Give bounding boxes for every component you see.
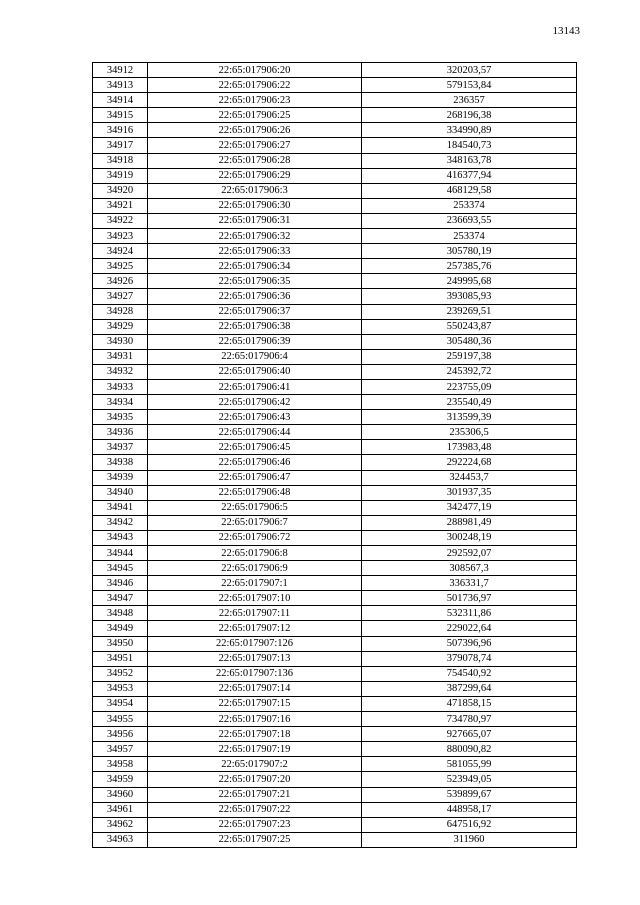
page-number: 13143 — [552, 25, 580, 37]
table-row — [93, 259, 577, 274]
cadastral-number-cell: 22:65:017906:4 — [148, 349, 362, 364]
cadastral-number-cell: 22:65:017906:43 — [148, 410, 362, 425]
data-table — [92, 62, 577, 848]
row-number-cell: 34929 — [93, 319, 148, 334]
cadastral-number-cell: 22:65:017907:126 — [148, 636, 362, 651]
value-cell: 235306,5 — [362, 425, 577, 440]
value-cell: 334990,89 — [362, 123, 577, 138]
table-row — [93, 832, 577, 847]
row-number-cell: 34934 — [93, 395, 148, 410]
value-cell: 257385,76 — [362, 259, 577, 274]
row-number-cell: 34947 — [93, 591, 148, 606]
cadastral-number-cell: 22:65:017906:27 — [148, 138, 362, 153]
row-number-cell: 34956 — [93, 727, 148, 742]
cadastral-number-cell: 22:65:017906:5 — [148, 500, 362, 515]
table-row — [93, 364, 577, 379]
row-number-cell: 34945 — [93, 561, 148, 576]
cadastral-number-cell: 22:65:017906:32 — [148, 229, 362, 244]
value-cell: 754540,92 — [362, 666, 577, 681]
row-number-cell: 34932 — [93, 364, 148, 379]
value-cell: 348163,78 — [362, 153, 577, 168]
value-cell: 342477,19 — [362, 500, 577, 515]
value-cell: 532311,86 — [362, 606, 577, 621]
row-number-cell: 34957 — [93, 742, 148, 757]
value-cell: 579153,84 — [362, 78, 577, 93]
table-row — [93, 636, 577, 651]
row-number-cell: 34959 — [93, 772, 148, 787]
cadastral-number-cell: 22:65:017907:22 — [148, 802, 362, 817]
cadastral-number-cell: 22:65:017906:47 — [148, 470, 362, 485]
row-number-cell: 34923 — [93, 229, 148, 244]
row-number-cell: 34958 — [93, 757, 148, 772]
value-cell: 236357 — [362, 93, 577, 108]
value-cell: 184540,73 — [362, 138, 577, 153]
row-number-cell: 34926 — [93, 274, 148, 289]
row-number-cell: 34962 — [93, 817, 148, 832]
row-number-cell: 34922 — [93, 213, 148, 228]
row-number-cell: 34931 — [93, 349, 148, 364]
cadastral-number-cell: 22:65:017907:15 — [148, 696, 362, 711]
value-cell: 581055,99 — [362, 757, 577, 772]
table-row — [93, 168, 577, 183]
row-number-cell: 34944 — [93, 546, 148, 561]
table-row — [93, 379, 577, 394]
table-row — [93, 183, 577, 198]
table-row — [93, 772, 577, 787]
table-row — [93, 425, 577, 440]
cadastral-number-cell: 22:65:017906:23 — [148, 93, 362, 108]
cadastral-number-cell: 22:65:017907:23 — [148, 817, 362, 832]
value-cell: 245392,72 — [362, 364, 577, 379]
row-number-cell: 34942 — [93, 515, 148, 530]
value-cell: 507396,96 — [362, 636, 577, 651]
table-row — [93, 334, 577, 349]
value-cell: 471858,15 — [362, 696, 577, 711]
table-row — [93, 696, 577, 711]
table-row — [93, 546, 577, 561]
cadastral-number-cell: 22:65:017906:40 — [148, 364, 362, 379]
value-cell: 301937,35 — [362, 485, 577, 500]
table-row — [93, 515, 577, 530]
row-number-cell: 34946 — [93, 576, 148, 591]
value-cell: 523949,05 — [362, 772, 577, 787]
value-cell: 416377,94 — [362, 168, 577, 183]
value-cell: 236693,55 — [362, 213, 577, 228]
row-number-cell: 34951 — [93, 651, 148, 666]
cadastral-number-cell: 22:65:017907:25 — [148, 832, 362, 847]
table-row — [93, 138, 577, 153]
cadastral-number-cell: 22:65:017906:37 — [148, 304, 362, 319]
value-cell: 501736,97 — [362, 591, 577, 606]
table-row — [93, 198, 577, 213]
cadastral-number-cell: 22:65:017906:31 — [148, 213, 362, 228]
cadastral-number-cell: 22:65:017907:14 — [148, 681, 362, 696]
row-number-cell: 34919 — [93, 168, 148, 183]
cadastral-number-cell: 22:65:017906:33 — [148, 244, 362, 259]
table-row — [93, 576, 577, 591]
cadastral-number-cell: 22:65:017906:22 — [148, 78, 362, 93]
row-number-cell: 34950 — [93, 636, 148, 651]
cadastral-number-cell: 22:65:017906:35 — [148, 274, 362, 289]
row-number-cell: 34938 — [93, 455, 148, 470]
cadastral-number-cell: 22:65:017907:18 — [148, 727, 362, 742]
cadastral-number-cell: 22:65:017907:10 — [148, 591, 362, 606]
table-row — [93, 93, 577, 108]
cadastral-number-cell: 22:65:017906:46 — [148, 455, 362, 470]
row-number-cell: 34949 — [93, 621, 148, 636]
value-cell: 468129,58 — [362, 183, 577, 198]
row-number-cell: 34925 — [93, 259, 148, 274]
table-row — [93, 455, 577, 470]
cadastral-number-cell: 22:65:017907:19 — [148, 742, 362, 757]
row-number-cell: 34963 — [93, 832, 148, 847]
table-row — [93, 742, 577, 757]
cadastral-number-cell: 22:65:017907:1 — [148, 576, 362, 591]
table-row — [93, 244, 577, 259]
value-cell: 268196,38 — [362, 108, 577, 123]
cadastral-number-cell: 22:65:017906:41 — [148, 379, 362, 394]
row-number-cell: 34937 — [93, 440, 148, 455]
value-cell: 393085,93 — [362, 289, 577, 304]
table-row — [93, 757, 577, 772]
value-cell: 313599,39 — [362, 410, 577, 425]
value-cell: 305780,19 — [362, 244, 577, 259]
row-number-cell: 34948 — [93, 606, 148, 621]
value-cell: 300248,19 — [362, 530, 577, 545]
row-number-cell: 34943 — [93, 530, 148, 545]
table-row — [93, 561, 577, 576]
value-cell: 539899,67 — [362, 787, 577, 802]
value-cell: 550243,87 — [362, 319, 577, 334]
cadastral-number-cell: 22:65:017906:28 — [148, 153, 362, 168]
cadastral-number-cell: 22:65:017907:136 — [148, 666, 362, 681]
row-number-cell: 34924 — [93, 244, 148, 259]
cadastral-number-cell: 22:65:017906:29 — [148, 168, 362, 183]
row-number-cell: 34940 — [93, 485, 148, 500]
row-number-cell: 34930 — [93, 334, 148, 349]
table-row — [93, 123, 577, 138]
cadastral-number-cell: 22:65:017907:21 — [148, 787, 362, 802]
row-number-cell: 34920 — [93, 183, 148, 198]
row-number-cell: 34914 — [93, 93, 148, 108]
cadastral-number-cell: 22:65:017906:48 — [148, 485, 362, 500]
row-number-cell: 34960 — [93, 787, 148, 802]
cadastral-number-cell: 22:65:017906:45 — [148, 440, 362, 455]
table-row — [93, 213, 577, 228]
table-row — [93, 530, 577, 545]
row-number-cell: 34933 — [93, 379, 148, 394]
cadastral-number-cell: 22:65:017907:13 — [148, 651, 362, 666]
value-cell: 308567,3 — [362, 561, 577, 576]
table-row — [93, 319, 577, 334]
table-row — [93, 63, 577, 78]
row-number-cell: 34916 — [93, 123, 148, 138]
value-cell: 235540,49 — [362, 395, 577, 410]
table-row — [93, 304, 577, 319]
row-number-cell: 34961 — [93, 802, 148, 817]
value-cell: 880090,82 — [362, 742, 577, 757]
row-number-cell: 34921 — [93, 198, 148, 213]
row-number-cell: 34913 — [93, 78, 148, 93]
value-cell: 259197,38 — [362, 349, 577, 364]
row-number-cell: 34928 — [93, 304, 148, 319]
cadastral-number-cell: 22:65:017906:3 — [148, 183, 362, 198]
table-row — [93, 727, 577, 742]
cadastral-number-cell: 22:65:017907:20 — [148, 772, 362, 787]
value-cell: 387299,64 — [362, 681, 577, 696]
row-number-cell: 34927 — [93, 289, 148, 304]
table-row — [93, 681, 577, 696]
table-row — [93, 78, 577, 93]
table-row — [93, 802, 577, 817]
value-cell: 448958,17 — [362, 802, 577, 817]
cadastral-number-cell: 22:65:017906:8 — [148, 546, 362, 561]
table-row — [93, 395, 577, 410]
table-body — [93, 63, 577, 848]
table-row — [93, 817, 577, 832]
row-number-cell: 34915 — [93, 108, 148, 123]
value-cell: 305480,36 — [362, 334, 577, 349]
row-number-cell: 34912 — [93, 63, 148, 78]
table-row — [93, 666, 577, 681]
cadastral-number-cell: 22:65:017906:38 — [148, 319, 362, 334]
value-cell: 927665,07 — [362, 727, 577, 742]
row-number-cell: 34952 — [93, 666, 148, 681]
value-cell: 647516,92 — [362, 817, 577, 832]
row-number-cell: 34918 — [93, 153, 148, 168]
table-row — [93, 153, 577, 168]
cadastral-number-cell: 22:65:017907:11 — [148, 606, 362, 621]
cadastral-number-cell: 22:65:017906:20 — [148, 63, 362, 78]
value-cell: 311960 — [362, 832, 577, 847]
table-row — [93, 621, 577, 636]
value-cell: 239269,51 — [362, 304, 577, 319]
table-row — [93, 787, 577, 802]
value-cell: 173983,48 — [362, 440, 577, 455]
cadastral-number-cell: 22:65:017906:39 — [148, 334, 362, 349]
value-cell: 320203,57 — [362, 63, 577, 78]
cadastral-number-cell: 22:65:017906:34 — [148, 259, 362, 274]
cadastral-number-cell: 22:65:017907:12 — [148, 621, 362, 636]
cadastral-number-cell: 22:65:017906:72 — [148, 530, 362, 545]
cadastral-number-cell: 22:65:017906:25 — [148, 108, 362, 123]
table-row — [93, 229, 577, 244]
table-row — [93, 500, 577, 515]
table-row — [93, 274, 577, 289]
cadastral-number-cell: 22:65:017906:30 — [148, 198, 362, 213]
table-row — [93, 108, 577, 123]
row-number-cell: 34917 — [93, 138, 148, 153]
table-row — [93, 591, 577, 606]
table-row — [93, 712, 577, 727]
value-cell: 324453,7 — [362, 470, 577, 485]
row-number-cell: 34954 — [93, 696, 148, 711]
value-cell: 223755,09 — [362, 379, 577, 394]
table-row — [93, 485, 577, 500]
row-number-cell: 34936 — [93, 425, 148, 440]
table-row — [93, 410, 577, 425]
value-cell: 292592,07 — [362, 546, 577, 561]
cadastral-number-cell: 22:65:017907:16 — [148, 712, 362, 727]
table-row — [93, 606, 577, 621]
value-cell: 379078,74 — [362, 651, 577, 666]
table-row — [93, 349, 577, 364]
row-number-cell: 34935 — [93, 410, 148, 425]
cadastral-number-cell: 22:65:017906:9 — [148, 561, 362, 576]
cadastral-number-cell: 22:65:017906:7 — [148, 515, 362, 530]
value-cell: 288981,49 — [362, 515, 577, 530]
value-cell: 253374 — [362, 229, 577, 244]
row-number-cell: 34941 — [93, 500, 148, 515]
table-row — [93, 470, 577, 485]
row-number-cell: 34939 — [93, 470, 148, 485]
value-cell: 734780,97 — [362, 712, 577, 727]
value-cell: 229022,64 — [362, 621, 577, 636]
cadastral-number-cell: 22:65:017906:44 — [148, 425, 362, 440]
cadastral-number-cell: 22:65:017906:26 — [148, 123, 362, 138]
row-number-cell: 34955 — [93, 712, 148, 727]
table-row — [93, 651, 577, 666]
table-row — [93, 289, 577, 304]
cadastral-number-cell: 22:65:017906:36 — [148, 289, 362, 304]
row-number-cell: 34953 — [93, 681, 148, 696]
cadastral-number-cell: 22:65:017907:2 — [148, 757, 362, 772]
table-row — [93, 440, 577, 455]
cadastral-number-cell: 22:65:017906:42 — [148, 395, 362, 410]
value-cell: 253374 — [362, 198, 577, 213]
value-cell: 249995,68 — [362, 274, 577, 289]
value-cell: 336331,7 — [362, 576, 577, 591]
value-cell: 292224,68 — [362, 455, 577, 470]
